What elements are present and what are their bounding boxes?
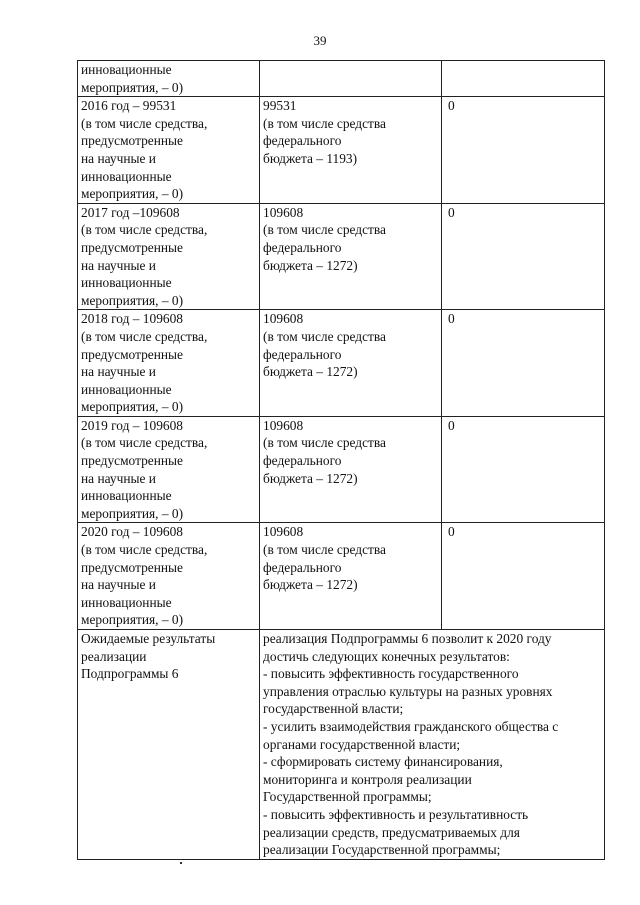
table-cell-period: 2017 год –109608 (в том числе средства, предусмотренные на научные и инновационные мероприятия, – 0) [78, 203, 260, 310]
table-cell-period: 2018 год – 109608 (в том числе средства, предусмотренные на научные и инновационные мероприятия, – 0) [78, 310, 260, 417]
results-row [78, 630, 605, 860]
results-label: Ожидаемые результаты реализации Подпрограммы 6 [78, 630, 260, 860]
table-cell-regional: 99531 (в том числе средства федерального бюджета – 1193) [260, 97, 442, 204]
table-cell-regional: 109608 (в том числе средства федерального бюджета – 1272) [260, 203, 442, 310]
page-number: 39 [313, 33, 327, 48]
table-row [78, 416, 605, 523]
table-cell-other: 0 [442, 97, 605, 204]
table-cell-period: инновационные мероприятия, – 0) [78, 61, 260, 97]
table-cell-regional: 109608 (в том числе средства федерального бюджета – 1272) [260, 416, 442, 523]
table-cell-other: 0 [442, 310, 605, 417]
table-cell-period: 2016 год – 99531 (в том числе средства, предусмотренные на научные и инновационные мероприятия, – 0) [78, 97, 260, 204]
table-row [78, 61, 605, 97]
table-cell-other: 0 [442, 523, 605, 630]
table-cell-other: 0 [442, 203, 605, 310]
table-row [78, 310, 605, 417]
funding-table [77, 60, 605, 860]
table-cell-regional: 109608 (в том числе средства федерального бюджета – 1272) [260, 523, 442, 630]
table-cell-period: 2020 год – 109608 (в том числе средства, предусмотренные на научные и инновационные мероприятия, – 0) [78, 523, 260, 630]
table-cell-regional [260, 61, 442, 97]
scan-dot [180, 862, 182, 864]
table-cell-period: 2019 год – 109608 (в том числе средства, предусмотренные на научные и инновационные мероприятия, – 0) [78, 416, 260, 523]
table-row [78, 523, 605, 630]
table-cell-other: 0 [442, 416, 605, 523]
table-cell-other [442, 61, 605, 97]
table-cell-regional: 109608 (в том числе средства федерального бюджета – 1272) [260, 310, 442, 417]
results-text: реализация Подпрограммы 6 позволит к 2020 году достичь следующих конечных результатов: - повысить эффективность государственного управления отраслью культуры на разных уровнях государственной власти; - усилить взаимодействия гражданского общества с органами государственной власти; - сформировать систему финансирования, мониторинга и контроля реализации Государственной программы; - повысить эффективность и результативность реализации средств, предусматриваемых для реализации Государственной программы; [260, 630, 605, 860]
table-row [78, 97, 605, 204]
table-row [78, 203, 605, 310]
